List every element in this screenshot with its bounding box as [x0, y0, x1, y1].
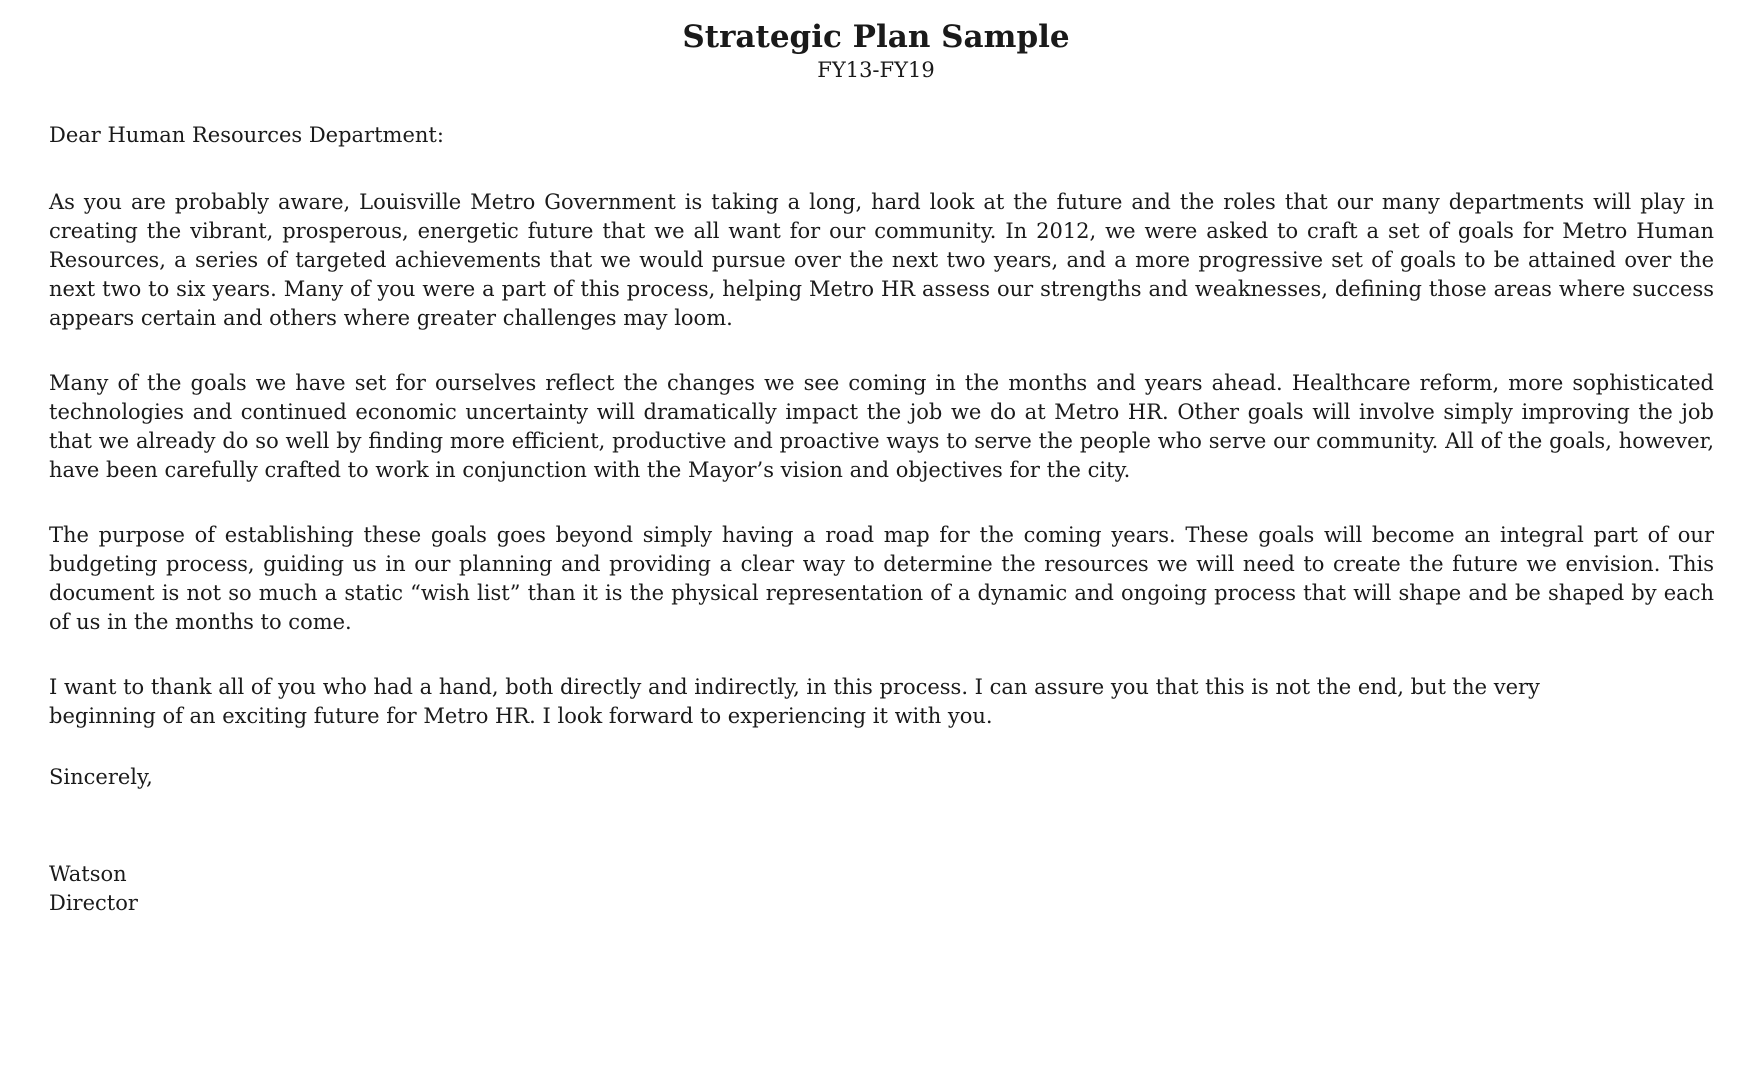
- paragraph-2: Many of the goals we have set for ourselves reflect the changes we see coming in the months and years ahead. Healthcare reform, more sophisticated technologies and continued economic uncertainty will dramatically impact the job we do at Metro HR. Other goals will involve simply improving the job that we already do so well by finding more efficient, productive and proactive ways to serve the people who serve our community. All of the goals, however, have been carefully crafted to work in conjunction with the Mayor’s vision and objectives for the city.: [49, 371, 1714, 482]
- salutation: Dear Human Resources Department:: [49, 123, 444, 147]
- paragraph-3: The purpose of establishing these goals goes beyond simply having a road map for the coming years. These goals will become an integral part of our budgeting process, guiding us in our planning and providing a clear way to determine the resources we will need to create the future we envision. This document is not so much a static “wish list” than it is the physical representation of a dynamic and ongoing process that will shape and be shaped by each of us in the months to come.: [49, 523, 1714, 634]
- signature-name: Watson: [49, 862, 127, 886]
- document-header: [0, 18, 1752, 84]
- paragraph-4: I want to thank all of you who had a hand, both directly and indirectly, in this process. I can assure you that this is not the end, but the very beginning of an exciting future for Metro HR. I look forward to experiencing it with you.: [49, 675, 1540, 728]
- document-title: Strategic Plan Sample: [682, 19, 1070, 55]
- signature-title: Director: [49, 891, 138, 915]
- closing: Sincerely,: [49, 765, 153, 789]
- document-subtitle: FY13-FY19: [817, 58, 935, 82]
- paragraph-1: As you are probably aware, Louisville Metro Government is taking a long, hard look at the future and the roles that our many departments will play in creating the vibrant, prosperous, energetic future that we all want for our community. In 2012, we were asked to craft a set of goals for Metro Human Resources, a series of targeted achievements that we would pursue over the next two years, and a more progressive set of goals to be attained over the next two to six years. Many of you were a part of this process, helping Metro HR assess our strengths and weaknesses, defining those areas where success appears certain and others where greater challenges may loom.: [49, 190, 1714, 330]
- letter-body: [49, 121, 1714, 918]
